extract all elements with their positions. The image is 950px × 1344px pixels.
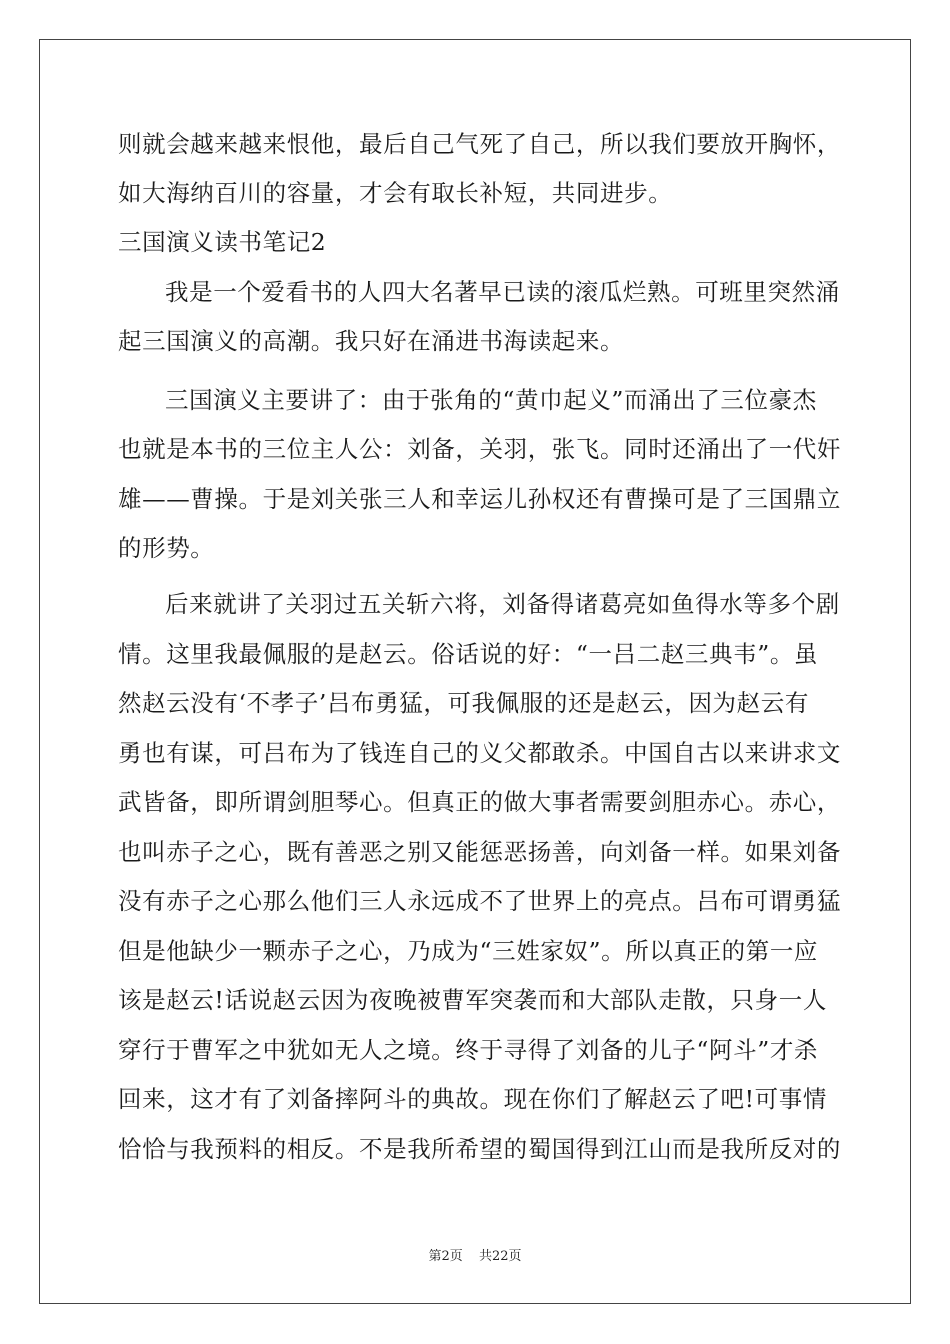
text-line: 回来，这才有了刘备摔阿斗的典故。现在你们了解赵云了吧!可事情 xyxy=(118,1085,827,1113)
page-number: 第2页 xyxy=(428,1249,463,1264)
text-line: 没有赤子之心那么他们三人永远成不了世界上的亮点。吕布可谓勇猛 xyxy=(118,887,841,915)
text-line: 勇也有谋，可吕布为了钱连自己的义父都敢杀。中国自古以来讲求文 xyxy=(118,739,841,767)
page-footer xyxy=(0,1248,950,1266)
page-total: 共22页 xyxy=(478,1249,522,1264)
text-line: 穿行于曹军之中犹如无人之境。终于寻得了刘备的儿子“阿斗”才杀 xyxy=(118,1036,819,1064)
text-line: 但是他缺少一颗赤子之心，乃成为“三姓家奴”。所以真正的第一应 xyxy=(118,937,819,965)
text-line: 的形势。 xyxy=(118,534,215,562)
text-line: 也叫赤子之心，既有善恶之别又能惩恶扬善，向刘备一样。如果刘备 xyxy=(118,838,841,866)
text-line: 情。这里我最佩服的是赵云。俗话说的好：“一吕二赵三典韦”。虽 xyxy=(118,640,819,668)
paragraph-start-line: 三国演义主要讲了：由于张角的“黄巾起义”而涌出了三位豪杰 xyxy=(165,386,817,414)
paragraph-start-line: 我是一个爱看书的人四大名著早已读的滚瓜烂熟。可班里突然涌 xyxy=(165,278,840,306)
text-line: 恰恰与我预料的相反。不是我所希望的蜀国得到江山而是我所反对的 xyxy=(118,1135,841,1163)
text-line: 如大海纳百川的容量，才会有取长补短，共同进步。 xyxy=(118,179,673,207)
text-line: 也就是本书的三位主人公：刘备，关羽，张飞。同时还涌出了一代奸 xyxy=(118,435,841,463)
text-line: 雄——曹操。于是刘关张三人和幸运儿孙权还有曹操可是了三国鼎立 xyxy=(118,485,841,513)
text-line: 然赵云没有‘不孝子’吕布勇猛，可我佩服的还是赵云，因为赵云有 xyxy=(118,689,809,717)
text-line: 该是赵云!话说赵云因为夜晚被曹军突袭而和大部队走散，只身一人 xyxy=(118,986,827,1014)
text-line: 起三国演义的高潮。我只好在涌进书海读起来。 xyxy=(118,327,625,355)
paragraph-start-line: 后来就讲了关羽过五关斩六将，刘备得诸葛亮如鱼得水等多个剧 xyxy=(165,590,840,618)
section-heading: 三国演义读书笔记2 xyxy=(118,228,327,256)
text-line: 则就会越来越来恨他，最后自己气死了自己，所以我们要放开胸怀， xyxy=(118,130,841,158)
text-line: 武皆备，即所谓剑胆琴心。但真正的做大事者需要剑胆赤心。赤心， xyxy=(118,788,841,816)
